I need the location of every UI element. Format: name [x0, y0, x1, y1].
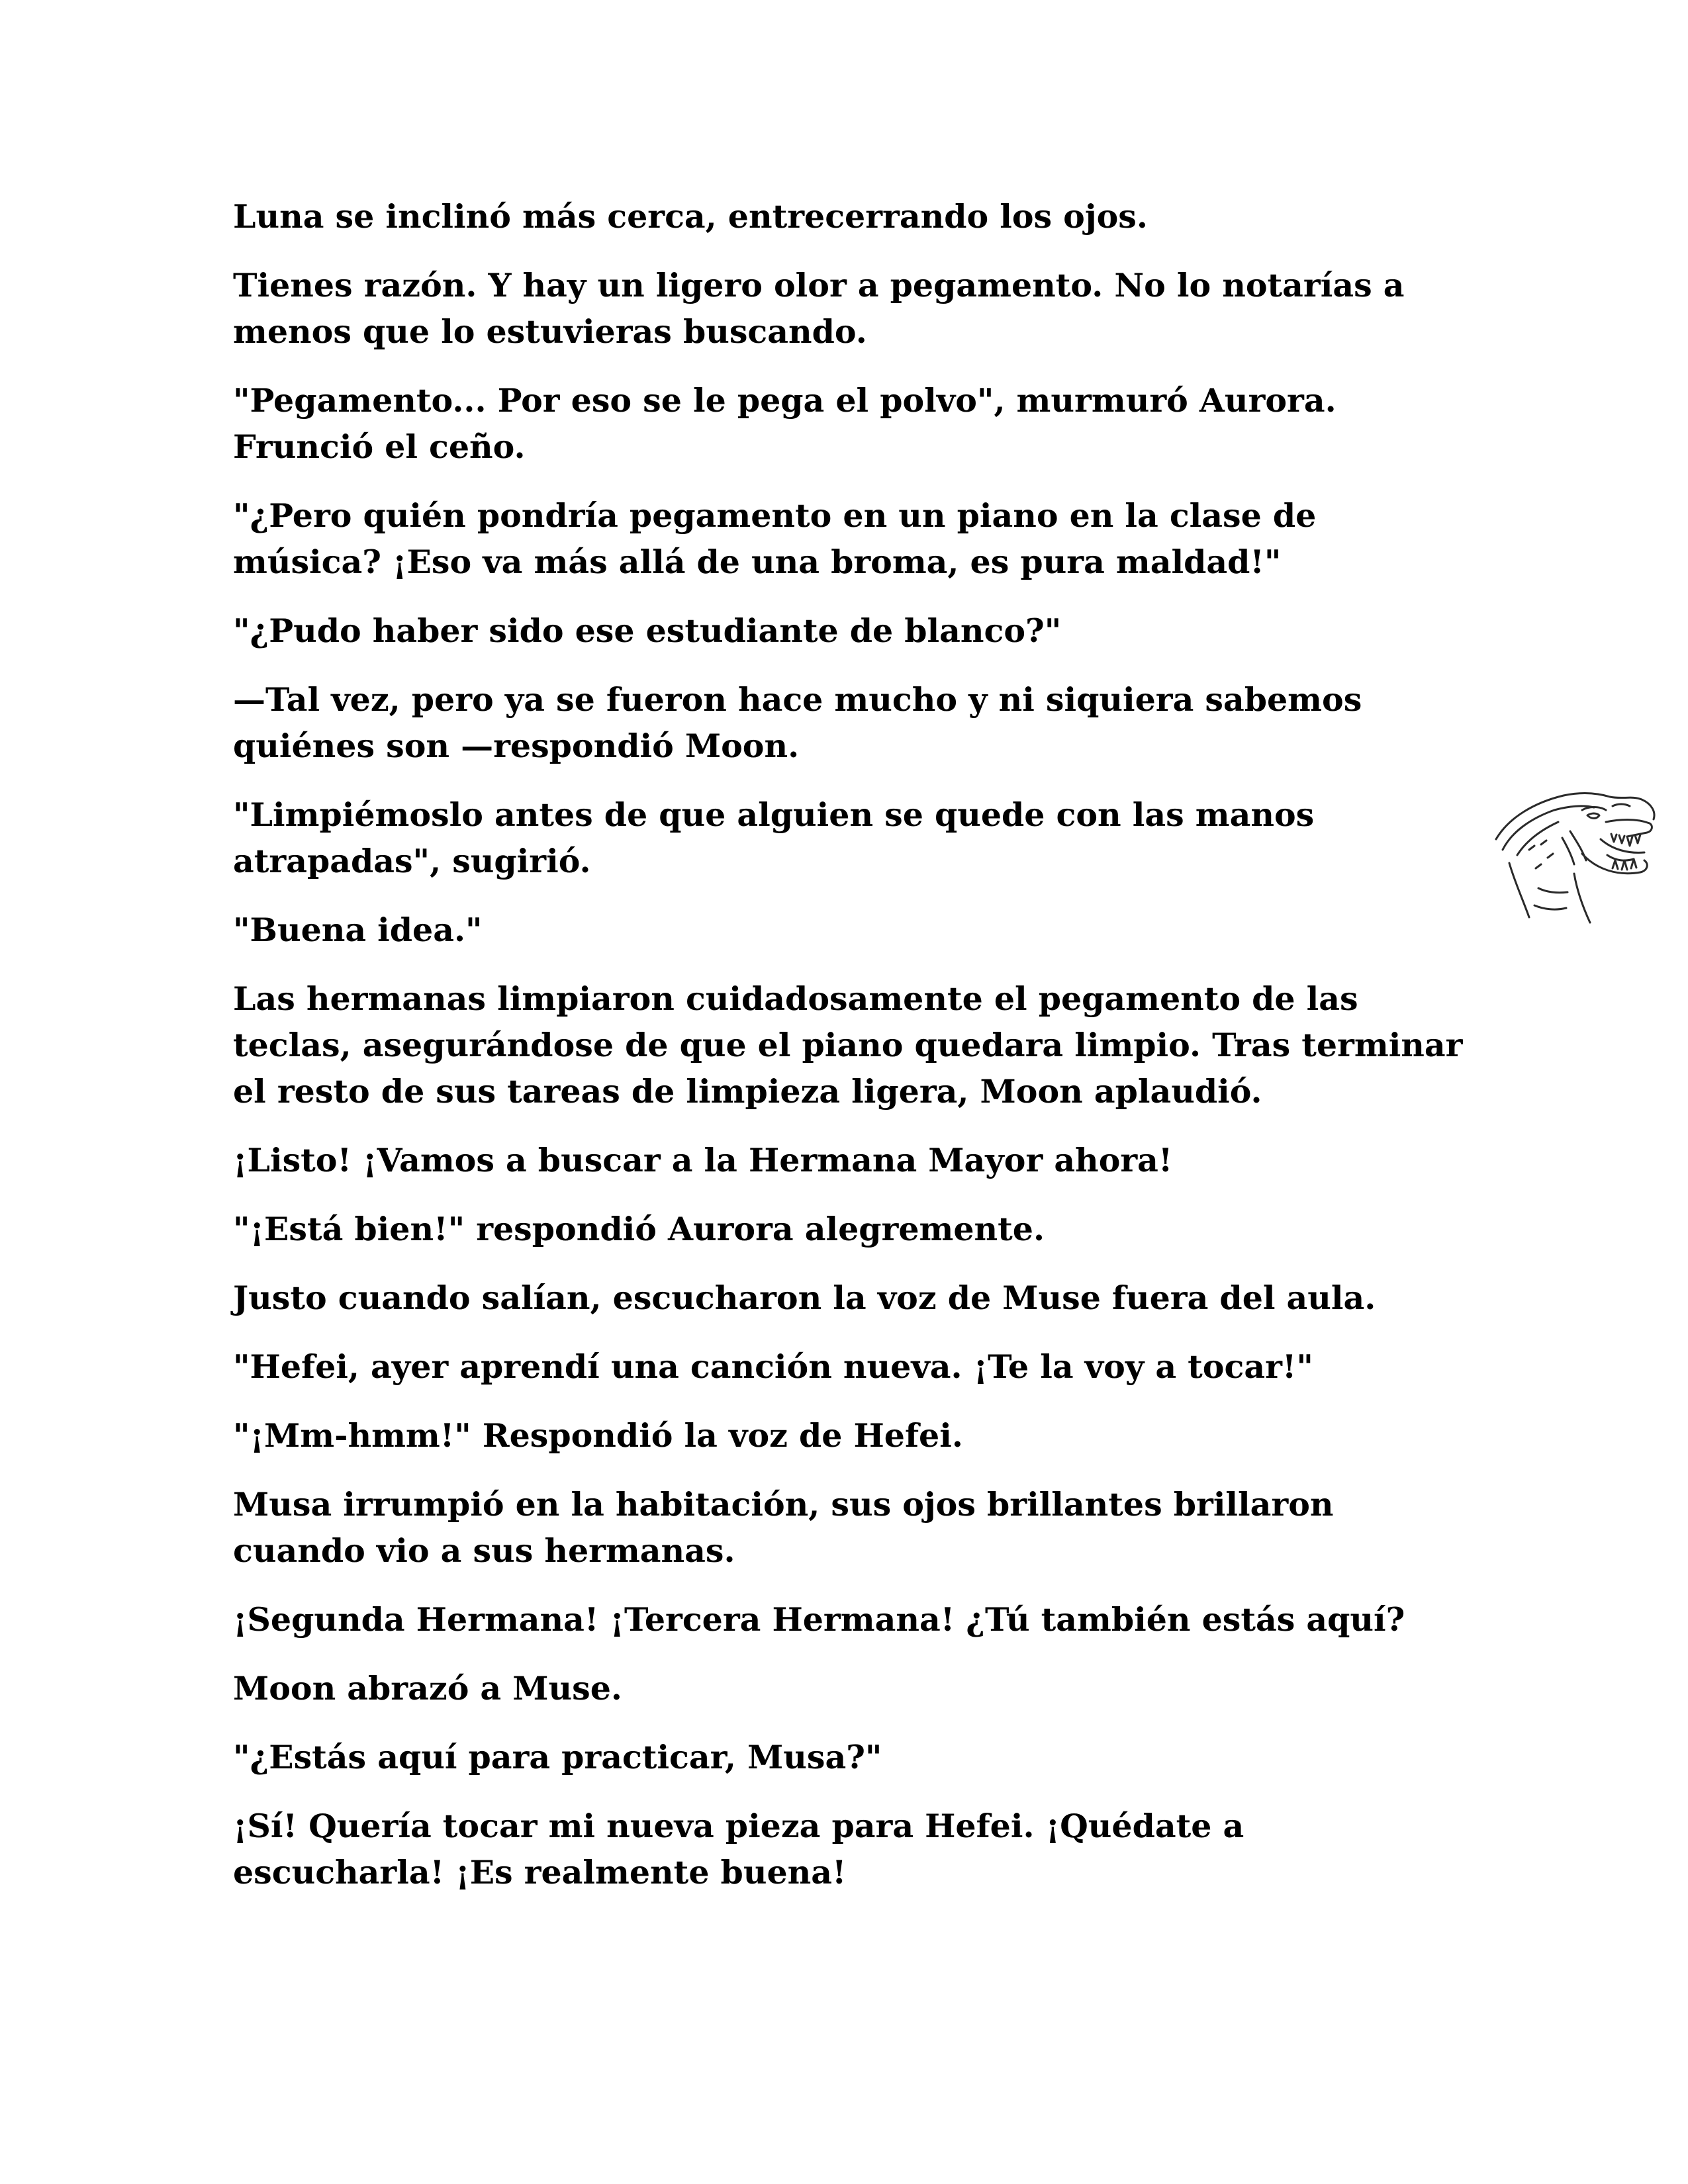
paragraph: ¡Listo! ¡Vamos a buscar a la Hermana Mayor ahora! [233, 1141, 1173, 1179]
paragraph: Moon abrazó a Muse. [233, 1669, 622, 1707]
paragraph: Las hermanas limpiaron cuidadosamente el pegamento de las teclas, asegurándose de que el piano quedara limpio. Tras terminar el resto de sus tareas de limpieza ligera, Moon aplaudió. [233, 979, 1463, 1111]
paragraph: Justo cuando salían, escucharon la voz de Muse fuera del aula. [233, 1279, 1376, 1317]
paragraph: —Tal vez, pero ya se fueron hace mucho y ni siquiera sabemos quiénes son —respondió Moon. [233, 680, 1362, 765]
paragraph: "¿Pudo haber sido ese estudiante de blanco?" [233, 612, 1062, 650]
story-text [233, 193, 1464, 1918]
paragraph: "¡Está bien!" respondió Aurora alegremente. [233, 1210, 1045, 1248]
paragraph: Musa irrumpió en la habitación, sus ojos brillantes brillaron cuando vio a sus hermanas. [233, 1485, 1334, 1570]
paragraph: "Limpiémoslo antes de que alguien se quede con las manos atrapadas", sugirió. [233, 796, 1315, 880]
paragraph: "Hefei, ayer aprendí una canción nueva. ¡Te la voy a tocar!" [233, 1347, 1313, 1386]
dinosaur-head-sketch-icon [1483, 776, 1662, 932]
paragraph: "¡Mm-hmm!" Respondió la voz de Hefei. [233, 1416, 963, 1455]
paragraph: "Pegamento... Por eso se le pega el polvo", murmuró Aurora. Frunció el ceño. [233, 381, 1336, 466]
paragraph: "Buena idea." [233, 911, 483, 949]
paragraph: Tienes razón. Y hay un ligero olor a pegamento. No lo notarías a menos que lo estuvieras buscando. [233, 266, 1405, 351]
paragraph: "¿Estás aquí para practicar, Musa?" [233, 1738, 882, 1776]
paragraph: ¡Segunda Hermana! ¡Tercera Hermana! ¿Tú también estás aquí? [233, 1600, 1405, 1639]
paragraph: ¡Sí! Quería tocar mi nueva pieza para Hefei. ¡Quédate a escucharla! ¡Es realmente buena! [233, 1807, 1244, 1891]
paragraph: Luna se inclinó más cerca, entrecerrando los ojos. [233, 197, 1148, 236]
paragraph: "¿Pero quién pondría pegamento en un piano en la clase de música? ¡Eso va más allá de una broma, es pura maldad!" [233, 496, 1317, 581]
